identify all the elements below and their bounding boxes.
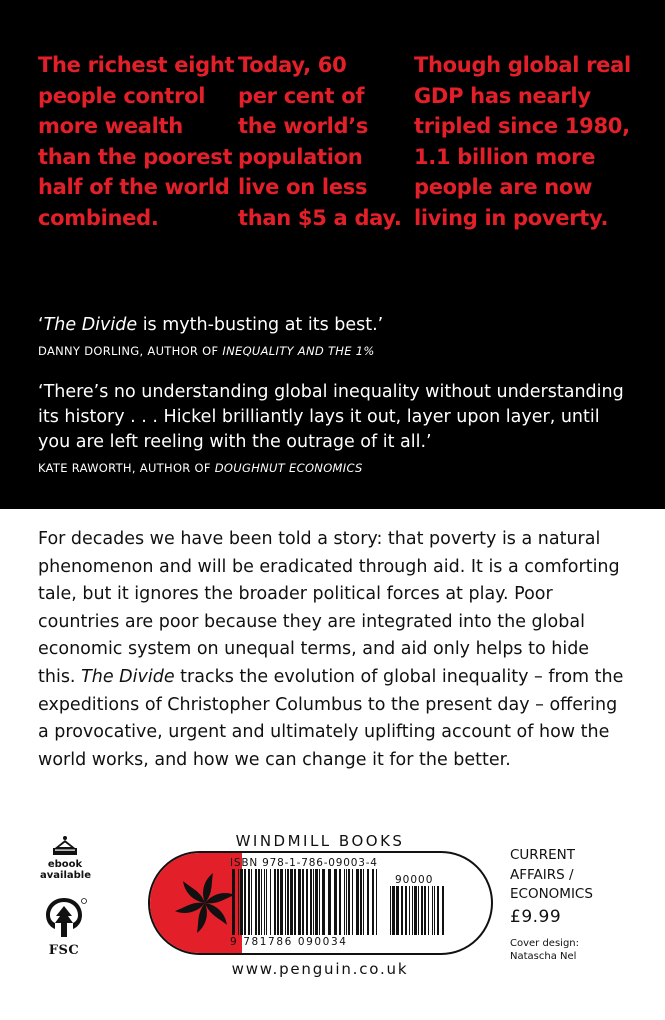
barcode-stripe — [277, 869, 279, 935]
barcode-stripe — [437, 886, 439, 935]
barcode-stripe — [274, 869, 276, 935]
barcode-stripe — [428, 886, 429, 935]
barcode-stripe — [409, 886, 410, 935]
quote-attribution: DANNY DORLING, AUTHOR OF INEQUALITY AND THE 1% — [38, 344, 375, 358]
barcode-stripe — [344, 869, 345, 935]
barcode-stripe — [322, 869, 325, 935]
barcode-stripe — [248, 869, 250, 935]
barcode-stripe — [390, 886, 391, 935]
barcode-stripe — [294, 869, 296, 935]
barcode-stripe — [306, 869, 308, 935]
barcode-stripe — [376, 869, 377, 935]
barcode-stripe — [418, 886, 419, 935]
barcode-stripe — [363, 869, 364, 935]
barcode — [230, 857, 470, 949]
barcode-stripe — [334, 869, 337, 935]
barcode-stripe — [232, 869, 235, 935]
barcode-stripe — [372, 869, 374, 935]
barcode-stripe — [360, 869, 362, 935]
barcode-stripe — [240, 869, 243, 935]
barcode-stripe — [442, 886, 444, 935]
barcode-stripe — [424, 886, 426, 935]
barcode-stripe — [302, 869, 304, 935]
barcode-stripe — [434, 886, 435, 935]
barcode-stripe — [313, 869, 314, 935]
stat-gdp: Though global real GDP has nearly tripled since 1980, 1.1 billion more people are now living in poverty. — [414, 53, 631, 230]
barcode-stripe — [251, 869, 252, 935]
fsc-logo — [36, 895, 92, 958]
stat-wealth: The richest eight people control more wealth than the poorest half of the world combined. — [38, 53, 235, 230]
stat-population: Today, 60 per cent of the world’s population live on less than $5 a day. — [238, 53, 402, 230]
barcode-stripe — [315, 869, 318, 935]
barcode-stripe — [396, 886, 399, 935]
barcode-stripe — [414, 886, 417, 935]
fsc-tree-icon — [39, 895, 89, 941]
barcode-stripe — [328, 869, 331, 935]
cover-credit: Cover design: Natascha Nel — [510, 938, 580, 962]
barcode-stripe — [352, 869, 353, 935]
book-blurb: For decades we have been told a story: that poverty is a natural phenomenon and will be eradicated through aid. It is a comforting tale, but it ignores the broader political forces at play. Poor countries are poor because they are integrated into the global economic system on unequal terms, and aid only helps to hide this. The Divide tracks the evolution of global inequality – from the expeditions of Christopher Columbus to the present day – offering a provocative, urgent and ultimately uplifting account of how the world works, and how we can change it for the better. — [38, 529, 624, 770]
top-black-panel — [0, 0, 665, 509]
barcode-stripe — [319, 869, 320, 935]
barcode-stripe — [346, 869, 347, 935]
barcode-stripe — [258, 869, 260, 935]
barcode-stripe — [432, 886, 433, 935]
barcode-stripe — [298, 869, 301, 935]
barcode-stripe — [285, 869, 286, 935]
barcode-stripe — [421, 886, 423, 935]
barcode-stripe — [356, 869, 359, 935]
barcode-stripe — [244, 869, 246, 935]
barcode-stripe — [310, 869, 312, 935]
addon-barcode-icon — [390, 886, 448, 935]
quote-attribution: KATE RAWORTH, AUTHOR OF DOUGHNUT ECONOMICS — [38, 461, 363, 475]
price-code: 90000 — [395, 874, 434, 886]
isbn-text: ISBN 978-1-786-09003-4 — [230, 857, 378, 869]
ebook-label: ebook available — [40, 859, 91, 881]
quote-text: ‘The Divide is myth-busting at its best.’ — [38, 315, 384, 335]
publisher-name: WINDMILL BOOKS — [235, 832, 405, 850]
fsc-label: FSC — [48, 943, 80, 958]
barcode-stripe — [266, 869, 267, 935]
barcode-stripe — [290, 869, 293, 935]
ean-barcode-icon — [232, 869, 382, 935]
barcode-stripe — [348, 869, 350, 935]
barcode-stripe — [405, 886, 407, 935]
publisher-website[interactable]: www.penguin.co.uk — [231, 960, 409, 978]
barcode-stripe — [412, 886, 413, 935]
ebook-icon — [50, 835, 80, 857]
barcode-stripe — [255, 869, 257, 935]
ean-number: 9 781786 090034 — [230, 936, 348, 948]
barcode-stripe — [367, 869, 369, 935]
book-price: £9.99 — [510, 907, 562, 927]
ebook-badge — [40, 835, 90, 881]
barcode-stripe — [287, 869, 289, 935]
barcode-stripe — [339, 869, 341, 935]
quote-text: ‘There’s no understanding global inequality without understanding its history . . . Hickel brilliantly lays it out, layer upon layer, until you are left reeling with the outrage of it all.’ — [38, 382, 624, 452]
barcode-stripe — [270, 869, 271, 935]
quote-dorling — [38, 313, 638, 359]
barcode-stripe — [280, 869, 283, 935]
barcode-stripe — [238, 869, 239, 935]
barcode-stripe — [401, 886, 403, 935]
barcode-stripe — [392, 886, 395, 935]
barcode-stripe — [261, 869, 262, 935]
book-category: CURRENT AFFAIRS / ECONOMICS — [510, 847, 593, 902]
quote-raworth — [38, 380, 638, 476]
barcode-stripe — [264, 869, 265, 935]
